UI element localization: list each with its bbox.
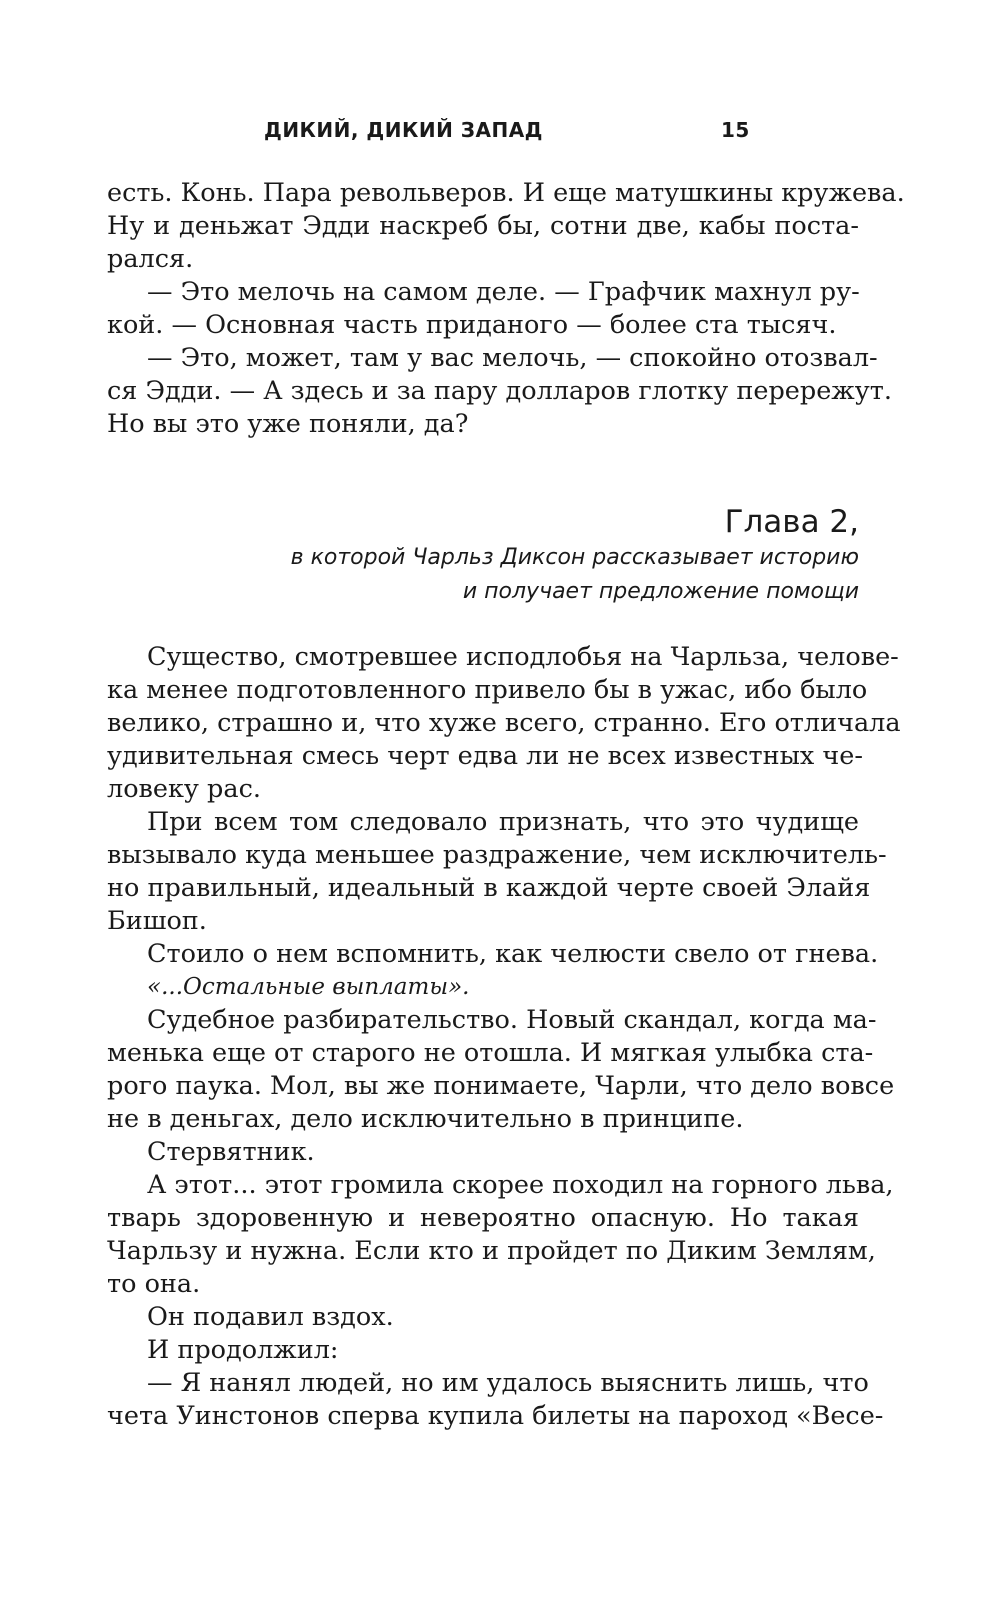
text-line: рого паука. Мол, вы же понимаете, Чарли, что дело вовсе: [107, 1071, 895, 1101]
text-line-italic: «...Остальные выплаты».: [147, 974, 470, 1000]
text-line: но правильный, идеальный в каждой черте своей Элайя: [107, 873, 871, 903]
text-line: удивительная смесь черт едва ли не всех известных че-: [107, 741, 863, 771]
text-line: Стоило о нем вспомнить, как челюсти свело от гнева.: [147, 939, 879, 969]
text-line: При всем том следовало признать, что это чудище: [147, 807, 859, 837]
text-line: рался.: [107, 244, 194, 274]
running-title: ДИКИЙ, ДИКИЙ ЗАПАД: [264, 118, 543, 142]
text-line: чета Уинстонов сперва купила билеты на пароход «Весе-: [107, 1401, 884, 1431]
chapter-subtitle: и получает предложение помощи: [462, 579, 859, 604]
text-line: ка менее подготовленного привело бы в ужас, ибо было: [107, 675, 868, 705]
book-page: [107, 0, 905, 1616]
text-line: велико, страшно и, что хуже всего, странно. Его отличала: [107, 708, 901, 738]
text-line: тварь здоровенную и невероятно опасную. Но такая: [107, 1203, 859, 1233]
chapter-title: Глава 2,: [724, 504, 859, 540]
text-line: Ну и деньжат Эдди наскреб бы, сотни две, кабы поста-: [107, 211, 859, 241]
text-line: И продолжил:: [147, 1335, 339, 1365]
text-line: кой. — Основная часть приданого — более ста тысяч.: [107, 310, 837, 340]
text-line: то она.: [107, 1269, 201, 1299]
running-head: [107, 118, 859, 148]
text-line: Существо, смотревшее исподлобья на Чарльза, челове-: [147, 642, 899, 672]
text-line: А этот... этот громила скорее походил на горного льва,: [147, 1170, 894, 1200]
text-line: — Это, может, там у вас мелочь, — спокойно отозвал-: [147, 343, 878, 373]
text-line: ловеку рас.: [107, 774, 261, 804]
text-line: — Это мелочь на самом деле. — Графчик махнул ру-: [147, 277, 860, 307]
text-line: — Я нанял людей, но им удалось выяснить лишь, что: [147, 1368, 869, 1398]
page-number: 15: [721, 118, 750, 142]
text-line: вызывало куда меньшее раздражение, чем исключитель-: [107, 840, 887, 870]
text-line: Он подавил вздох.: [147, 1302, 394, 1332]
text-line: Но вы это уже поняли, да?: [107, 409, 469, 439]
text-line: ся Эдди. — А здесь и за пару долларов глотку перережут.: [107, 376, 892, 406]
text-line: Судебное разбирательство. Новый скандал, когда ма-: [147, 1005, 877, 1035]
chapter-subtitle: в которой Чарльз Диксон рассказывает историю: [290, 545, 859, 570]
text-line: Чарльзу и нужна. Если кто и пройдет по Диким Землям,: [107, 1236, 876, 1266]
text-line: не в деньгах, дело исключительно в принципе.: [107, 1104, 744, 1134]
text-line: есть. Конь. Пара револьверов. И еще матушкины кружева.: [107, 178, 905, 208]
text-line: Стервятник.: [147, 1137, 315, 1167]
text-line: Бишоп.: [107, 906, 207, 936]
text-line: менька еще от старого не отошла. И мягкая улыбка ста-: [107, 1038, 874, 1068]
